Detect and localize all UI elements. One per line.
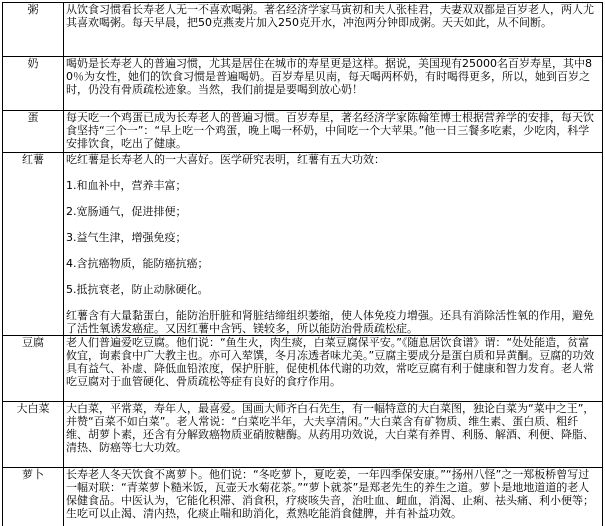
food-name-cell: 萝卜 xyxy=(3,468,64,526)
paragraph: 长寿老人冬天饮食不离萝卜。他们说：“冬吃萝卜，夏吃姜，一年四季保安康。”“扬州八怪”之一郑板桥曾写过一幅对联：“青菜萝卜糙米饭，瓦壶天水菊花茶。”“萝卜就茶”是郑老先生的养生之道。萝卜是地地道道的老人保健食品。中医认为，它能化积滞、消食积，疗痰咳失音，治吐血、衄血，消渴、止痢、祛头痛、利小便等；生吃可以止渴、清内热，化痰止喘和助消化，煮熟吃能消食健脾，并有补益功效。 xyxy=(66,468,594,520)
food-description-cell xyxy=(64,402,603,468)
paragraph: 红薯含有大量黏蛋白，能防治肝脏和肾脏结缔组织萎缩，使人体免疫力增强。还具有消除活性氧的作用，避免了活性氧诱发癌症。又因红薯中含钙、镁较多，所以能防治骨质疏松症。 xyxy=(66,309,594,335)
list-item: 4.含抗癌物质，能防癌抗癌； xyxy=(66,257,209,270)
paragraph: 喝奶是长寿老人的普遍习惯，尤其是居住在城市的寿星更是这样。据说，美国现有25000名百岁寿星，其中80％为女性，她们的饮食习惯是普遍喝奶。百岁寿星贝南，每天喝两杯奶，有时喝得更多，所以，她到百岁之时，仍没有骨质疏松迹象。当然，我们前提是要喝到放心奶！ xyxy=(66,57,592,96)
list-item: 3.益气生津，增强免疫； xyxy=(66,231,187,244)
food-description-cell xyxy=(64,468,603,526)
food-description-cell xyxy=(64,336,603,402)
food-name-cell: 红薯 xyxy=(3,153,64,336)
food-name-cell: 蛋 xyxy=(3,111,64,153)
paragraph: 老人们普遍爱吃豆腐。他们说：“鱼生火，肉生痰，白菜豆腐保平安。”《随息居饮食谱》谓：“处处能造，贫富攸宜，询素食中广大教主也。亦可入荤馔，冬月冻透者味尤美。”豆腐主要成分是蛋白质和异黄酮。豆腐的功效具有益气、补虚、降低血铅浓度，保护肝脏，促使机体代谢的功效，常吃豆腐有利于健康和智力发育。老人常吃豆腐对于血管硬化、骨质疏松等症有良好的食疗作用。 xyxy=(66,336,595,388)
list-item: 2.宽肠通气，促进排便； xyxy=(66,205,187,218)
table-row-radish xyxy=(3,468,603,526)
food-description-cell xyxy=(64,3,603,57)
food-name-cell: 豆腐 xyxy=(3,336,64,402)
food-description-cell xyxy=(64,153,603,336)
list-item: 1.和血补中，营养丰富； xyxy=(66,179,187,192)
food-name-cell: 奶 xyxy=(3,57,64,111)
list-item: 5.抵抗衰老，防止动脉硬化。 xyxy=(66,283,209,296)
table-row-milk xyxy=(3,57,603,111)
paragraph: 从饮食习惯看长寿老人无一不喜欢喝粥。著名经济学家马寅初和夫人张桂君，夫妻双双都是百岁老人，两人尤其喜欢喝粥。每天早晨，把50克燕麦片加入250克开水，冲泡两分钟即成粥。天天如此，从不间断。 xyxy=(66,3,594,29)
food-description-cell xyxy=(64,57,603,111)
paragraph: 吃红薯是长寿老人的一大喜好。医学研究表明，红薯有五大功效： xyxy=(66,153,385,166)
table-row-sweet-potato xyxy=(3,153,603,336)
food-name-cell: 粥 xyxy=(3,3,64,57)
table-row-tofu xyxy=(3,336,603,402)
table-row-chinese-cabbage xyxy=(3,402,603,468)
food-description-cell xyxy=(64,111,603,153)
table-row-egg xyxy=(3,111,603,153)
food-name-cell: 大白菜 xyxy=(3,402,64,468)
paragraph: 大白菜，平常菜，寿年人，最喜爱。国画大师齐白石先生，有一幅特意的大白菜图，独论白菜为“菜中之王”，并赞“百菜不如白菜”。老人常说：“白菜吃半年，大夫享清闲。”大白菜含有矿物质、维生素、蛋白质、粗纤维、胡萝卜素，还含有分解致癌物质亚硝胺糖酶。从药用功效说，大白菜有养胃、利肠、解酒、利便、降脂、清热、防癌等七大功效。 xyxy=(66,402,595,454)
longevity-food-table xyxy=(2,2,603,526)
paragraph: 每天吃一个鸡蛋已成为长寿老人的普遍习惯。百岁寿星，著名经济学家陈翰笙博士根据营养学的安排，每天饮食坚持“三个一”：“早上吃一个鸡蛋，晚上喝一杯奶，中间吃一个大苹果。”他一日三餐多吃素，少吃肉，科学安排饮食，吃出了健康。 xyxy=(66,111,594,150)
table-row-porridge xyxy=(3,3,603,57)
